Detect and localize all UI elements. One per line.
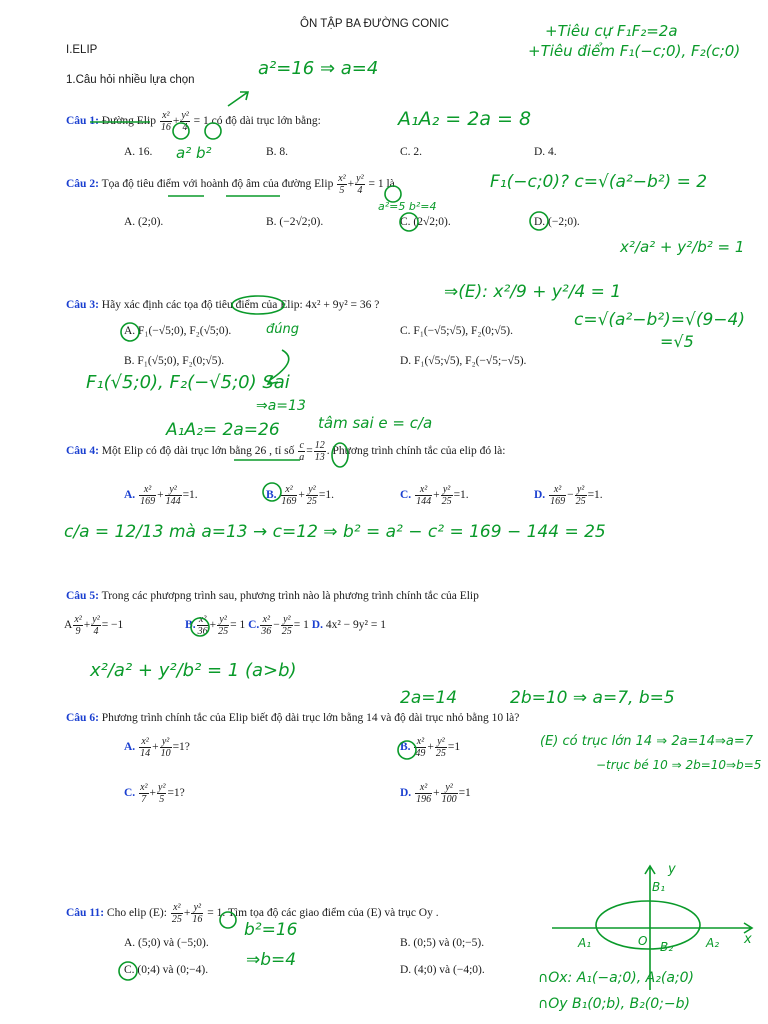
option-c[interactable]: C. 2. [400, 146, 423, 158]
option-d[interactable]: D. $\frac{\text{x²}}{196}$ + $\frac{\text{y²}}{100}$ =1 [400, 782, 471, 805]
option-d[interactable]: D. (−2;0). [534, 216, 580, 228]
fraction: $\frac{12}{13}$ [314, 440, 325, 463]
handwriting-note: F₁(−c;0)? c=√(a²−b²) = 2 [490, 172, 708, 192]
fraction: $\frac{\text{y²}}{4}$ [356, 173, 364, 196]
subsection-heading: 1.Câu hỏi nhiều lựa chọn [66, 74, 195, 86]
fraction: $\frac{\text{x²}}{16}$ [160, 110, 171, 133]
handwriting-note: c=√(a²−b²)=√(9−4) [574, 310, 745, 330]
ellipse-shape [596, 901, 700, 949]
handwriting-note: A₁A₂ = 2a = 8 [398, 108, 532, 130]
option-d[interactable]: D. (4;0) và (−4;0). [400, 964, 485, 976]
handwriting-note: ⇒(E): x²/9 + y²/4 = 1 [444, 282, 622, 302]
point-a1-label: A₁ [578, 936, 592, 950]
axis-y-label: y [668, 862, 676, 877]
fraction: $\frac{\text{x²}}{5}$ [338, 173, 346, 196]
handwriting-note: =√5 [660, 332, 694, 351]
handwriting-note: a² b² [176, 144, 212, 162]
fraction: $\frac{\text{x²}}{25}$ [171, 902, 182, 925]
question-5-options [64, 614, 386, 637]
question-label: Câu 2: [66, 178, 99, 191]
option-c[interactable]: C. $\frac{\text{x²}}{144}$ + $\frac{\text{y²}}{25}$ =1. [400, 484, 469, 507]
handwriting-note: (E) có trục lớn 14 ⇒ 2a=14⇒a=7 [540, 734, 754, 749]
handwriting-note: a²=5 b²=4 [378, 200, 437, 213]
option-a[interactable]: A. $\frac{\text{x²}}{169}$ + $\frac{\text{y²}}{144}$ =1. [124, 484, 198, 507]
axis-x-label: x [744, 932, 752, 947]
fraction: $\frac{\text{y²}}{16}$ [192, 902, 203, 925]
handwriting-note: c/a = 12/13 mà a=13 → c=12 ⇒ b² = a² − c² = 169 − 144 = 25 [64, 522, 606, 542]
option-a[interactable]: A. F₁(−√5;0), F₂(√5;0). [124, 325, 232, 337]
fraction: $\frac{\text{y²}}{4}$ [181, 110, 189, 133]
question-label: Câu 11: [66, 907, 105, 920]
question-5: Câu 5: Trong các phươpng trình sau, phương trình nào là phương trình chính tắc của Elip [66, 590, 479, 602]
handwriting-note: đúng [266, 322, 299, 337]
point-b2-label: B₂ [660, 940, 674, 954]
arrow-mark [228, 92, 248, 106]
option-d[interactable]: D. 4x² − 9y² = 1 [311, 619, 386, 632]
question-label: Câu 4: [66, 445, 99, 458]
handwriting-note: x²/a² + y²/b² = 1 [620, 238, 745, 256]
handwriting-note: F₁(√5;0), F₂(−√5;0) Sai [86, 372, 290, 393]
handwriting-note: x²/a² + y²/b² = 1 (a>b) [90, 660, 297, 681]
option-a[interactable]: A $\frac{\text{x²}}{9}$ + $\frac{\text{y²}}{4}$ = −1 [64, 614, 124, 637]
option-b[interactable]: B. 8. [266, 146, 289, 158]
question-11: Câu 11: Cho elip (E): $\frac{\text{x²}}{25}$ + $\frac{\text{y²}}{16}$ = 1. Tìm tọa độ các giao điểm của (E) và trục Oy . [66, 902, 439, 925]
option-a[interactable]: A. 16. [124, 146, 153, 158]
option-d[interactable]: D. F₁(√5;√5), F₂(−√5;−√5). [400, 355, 527, 367]
question-2: Câu 2: Tọa độ tiêu điểm với hoành độ âm của đường Elip $\frac{\text{x²}}{5}$ + $\frac{\text{y²}}{4}$ = 1 là [66, 173, 395, 196]
option-c[interactable]: C. (0;4) và (0;−4). [124, 964, 209, 976]
handwriting-note: ∩Ox: A₁(−a;0), A₂(a;0) [538, 970, 694, 986]
option-b[interactable]: B. $\frac{\text{x²}}{49}$ + $\frac{\text{y²}}{25}$ =1 [400, 736, 461, 759]
handwriting-note: ⇒a=13 [256, 398, 306, 414]
option-c[interactable]: C. F₁(−√5;√5), F₂(0;√5). [400, 325, 513, 337]
option-b[interactable]: B. F₁(√5;0), F₂(0;√5). [124, 355, 225, 367]
question-3: Câu 3: Hãy xác định các tọa độ tiêu điểm của Elip: 4x² + 9y² = 36 ? [66, 299, 380, 311]
option-d[interactable]: D. $\frac{\text{x²}}{169}$ − $\frac{\text{y²}}{25}$ =1. [534, 484, 603, 507]
handwriting-note: tâm sai e = c/a [318, 414, 433, 432]
option-b[interactable]: B. (0;5) và (0;−5). [400, 937, 485, 949]
option-c[interactable]: C. $\frac{\text{x²}}{7}$ + $\frac{\text{y²}}{5}$ =1? [124, 782, 185, 805]
question-4: Câu 4: Một Elip có độ dài trục lớn bằng 26 , tỉ số $\frac{c}{a}$ = $\frac{12}{13}$ . Phương trình chính tắc của elip đó là: [66, 440, 506, 463]
option-b[interactable]: B. $\frac{\text{x²}}{36}$ + $\frac{\text{y²}}{25}$ = 1 [185, 614, 246, 637]
x-axis [552, 923, 752, 933]
handwriting-note: 2b=10 ⇒ a=7, b=5 [510, 688, 675, 708]
question-label: Câu 5: [66, 590, 99, 602]
handwriting-note: ⇒b=4 [246, 950, 297, 970]
option-a[interactable]: A. $\frac{\text{x²}}{14}$ + $\frac{\text{y²}}{10}$ =1? [124, 736, 190, 759]
point-b1-label: B₁ [652, 880, 666, 894]
section-heading: I.ELIP [66, 44, 98, 56]
option-c[interactable]: C. $\frac{\text{x²}}{36}$ − $\frac{\text{y²}}{25}$ = 1 [248, 614, 309, 637]
handwriting-note: a²=16 ⇒ a=4 [258, 58, 379, 79]
document-title: ÔN TẬP BA ĐƯỜNG CONIC [300, 18, 449, 30]
question-label: Câu 6: [66, 712, 99, 724]
point-a2-label: A₂ [706, 936, 720, 950]
option-c[interactable]: C. (2√2;0). [400, 216, 451, 228]
handwriting-note: 2a=14 [400, 688, 458, 708]
question-6: Câu 6: Phương trình chính tắc của Elip biết độ dài trục lớn bằng 14 và độ dài trục nhỏ bằng 10 là? [66, 712, 520, 724]
option-a[interactable]: A. (5;0) và (−5;0). [124, 937, 209, 949]
option-b[interactable]: B. $\frac{\text{x²}}{169}$ + $\frac{\text{y²}}{25}$ =1. [266, 484, 335, 507]
question-label: Câu 3: [66, 299, 99, 311]
option-b[interactable]: B. (−2√2;0). [266, 216, 324, 228]
handwriting-note: b²=16 [244, 920, 298, 940]
option-a[interactable]: A. (2;0). [124, 216, 164, 228]
handwriting-note: −trục bé 10 ⇒ 2b=10⇒b=5 [596, 758, 762, 772]
question-label: Câu 1: [66, 115, 99, 128]
handwriting-note: A₁A₂= 2a=26 [166, 420, 280, 440]
handwriting-note: +Tiêu điểm F₁(−c;0), F₂(c;0) [528, 42, 741, 60]
question-1: Câu 1: Đường Elip $\frac{\text{x²}}{16}$ + $\frac{\text{y²}}{4}$ = 1 có độ dài trục lớn bằng: [66, 110, 321, 133]
fraction: $\frac{c}{a}$ [299, 440, 305, 463]
handwriting-note: ∩Oy B₁(0;b), B₂(0;−b) [538, 996, 690, 1012]
option-d[interactable]: D. 4. [534, 146, 557, 158]
handwriting-note: +Tiêu cự F₁F₂=2a [545, 22, 678, 40]
origin-label: O [638, 934, 648, 948]
